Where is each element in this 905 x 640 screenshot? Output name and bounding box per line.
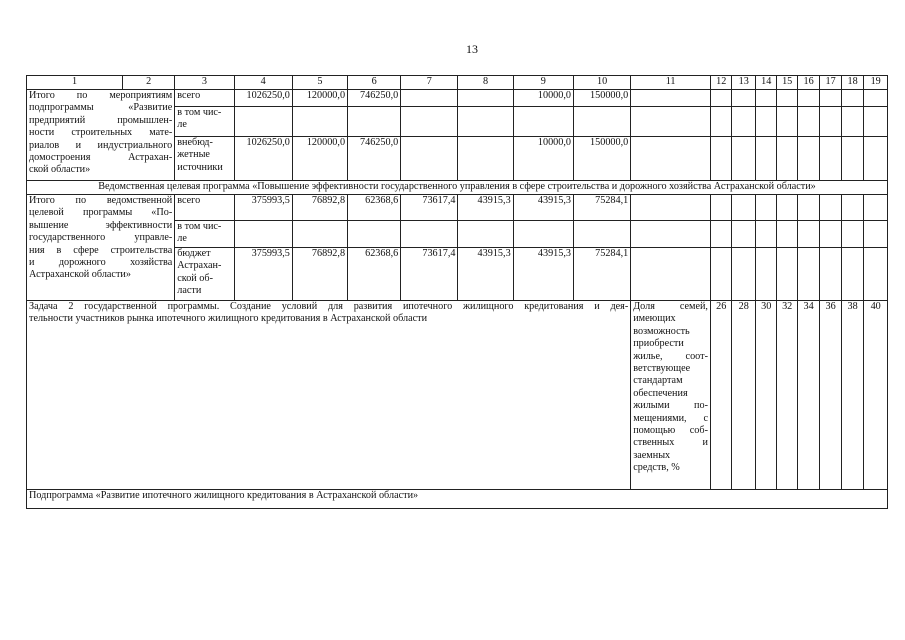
column-number: 8 (458, 76, 513, 90)
empty-cell (841, 90, 863, 107)
cell-line: государственного управле- (29, 232, 173, 244)
cell-line: средств, % (633, 462, 680, 474)
table-row (27, 195, 888, 221)
funding-source (175, 90, 234, 107)
funding-source (175, 195, 234, 221)
empty-cell (755, 90, 776, 107)
empty-cell (631, 90, 711, 107)
empty-cell (710, 221, 731, 248)
cell-line: ности строительных мате- (29, 127, 173, 139)
amount-cell (513, 221, 573, 248)
amount-cell: 43915,3 (513, 248, 573, 301)
column-number: 2 (123, 76, 175, 90)
empty-cell (755, 107, 776, 137)
amount-cell: 76892,8 (292, 248, 347, 301)
amount-cell: 1026250,0 (234, 137, 292, 181)
empty-cell (631, 195, 711, 221)
empty-cell (732, 221, 756, 248)
amount-cell: 73617,4 (401, 248, 458, 301)
column-number: 6 (348, 76, 401, 90)
cell-line: домостроения Астрахан- (29, 152, 173, 164)
empty-cell (732, 195, 756, 221)
amount-cell: 76892,8 (292, 195, 347, 221)
empty-cell (820, 137, 841, 181)
empty-cell (777, 248, 797, 301)
cell-line: возможность (633, 325, 690, 337)
empty-cell (755, 221, 776, 248)
cell-line: жилыми по- (633, 400, 708, 412)
indicator-name (631, 301, 711, 490)
amount-cell: 1026250,0 (234, 90, 292, 107)
section-row (27, 181, 888, 195)
column-number: 19 (864, 76, 888, 90)
amount-cell (458, 107, 513, 137)
row-title (27, 195, 175, 301)
amount-cell (513, 107, 573, 137)
amount-cell: 75284,1 (573, 195, 630, 221)
cell-line: целевой программы «По- (29, 207, 173, 219)
amount-cell: 375993,5 (234, 195, 292, 221)
cell-line: ской об- (177, 272, 213, 284)
empty-cell (820, 107, 841, 137)
cell-line: и дорожного хозяйства (29, 257, 173, 269)
indicator-value: 30 (755, 301, 776, 490)
task-description (27, 301, 631, 490)
column-number-row (27, 76, 888, 90)
empty-cell (841, 248, 863, 301)
funding-source (175, 107, 234, 137)
empty-cell (732, 248, 756, 301)
empty-cell (841, 137, 863, 181)
empty-cell (777, 195, 797, 221)
cell-line: Астрахан- (177, 260, 222, 272)
empty-cell (755, 248, 776, 301)
amount-cell: 375993,5 (234, 248, 292, 301)
empty-cell (841, 107, 863, 137)
empty-cell (755, 137, 776, 181)
empty-cell (797, 137, 819, 181)
amount-cell: 43915,3 (458, 248, 513, 301)
cell-line: Астраханской области» (29, 269, 131, 281)
amount-cell: 120000,0 (292, 137, 347, 181)
column-number: 14 (755, 76, 776, 90)
amount-cell: 10000,0 (513, 137, 573, 181)
cell-line: имеющих (633, 313, 676, 325)
empty-cell (732, 137, 756, 181)
indicator-value: 36 (820, 301, 841, 490)
empty-cell (631, 137, 711, 181)
column-number: 16 (797, 76, 819, 90)
cell-line: вышение эффективности (29, 219, 173, 231)
cell-line: риалов и индустриального (29, 139, 173, 151)
column-number: 5 (292, 76, 347, 90)
funding-source (175, 221, 234, 248)
section-row (27, 490, 888, 509)
amount-cell (234, 107, 292, 137)
amount-cell (401, 107, 458, 137)
cell-line: тельности участников рынка ипотечного жилищного кредитования в Астраханской области (29, 313, 428, 325)
cell-line: ветствующее (633, 363, 691, 375)
amount-cell: 150000,0 (573, 137, 630, 181)
empty-cell (820, 248, 841, 301)
task-row (27, 301, 888, 490)
cell-line: в том чис- (177, 221, 222, 232)
cell-line: заемных (633, 449, 671, 461)
indicator-value: 28 (732, 301, 756, 490)
empty-cell (820, 221, 841, 248)
column-number: 13 (732, 76, 756, 90)
empty-cell (777, 90, 797, 107)
empty-cell (710, 107, 731, 137)
cell-line: жилье, соот- (633, 350, 708, 362)
cell-line: стандартам (633, 375, 683, 387)
column-number: 18 (841, 76, 863, 90)
section-title: Ведомственная целевая программа «Повышение эффективности государственного управления в сфере строительства и дорожного хозяйства Астраханской области» (27, 181, 888, 195)
cell-line: ственных и (633, 437, 708, 449)
amount-cell: 10000,0 (513, 90, 573, 107)
amount-cell: 43915,3 (513, 195, 573, 221)
column-number: 3 (175, 76, 234, 90)
cell-line: предприятий промышлен- (29, 114, 173, 126)
cell-line: ле (177, 233, 187, 245)
column-number: 17 (820, 76, 841, 90)
amount-cell (348, 221, 401, 248)
amount-cell (573, 107, 630, 137)
cell-line: Итого по мероприятиям (29, 90, 173, 101)
amount-cell (458, 137, 513, 181)
amount-cell (292, 221, 347, 248)
column-number: 15 (777, 76, 797, 90)
row-title (27, 90, 175, 181)
column-number: 9 (513, 76, 573, 90)
funding-source (175, 137, 234, 181)
amount-cell (458, 221, 513, 248)
subprogram-title: Подпрограмма «Развитие ипотечного жилищного кредитования в Астраханской области» (27, 490, 888, 509)
empty-cell (732, 107, 756, 137)
cell-line: Задача 2 государственной программы. Создание условий для развития ипотечного жилищного кредитования и дея- (29, 301, 629, 312)
empty-cell (797, 248, 819, 301)
indicator-value: 38 (841, 301, 863, 490)
cell-line: обеспечения (633, 387, 688, 399)
empty-cell (732, 90, 756, 107)
empty-cell (797, 90, 819, 107)
cell-line: Итого по ведомственной (29, 195, 173, 206)
page-number: 13 (466, 42, 478, 56)
column-number: 7 (401, 76, 458, 90)
column-number: 1 (27, 76, 123, 90)
amount-cell: 150000,0 (573, 90, 630, 107)
indicator-value: 40 (864, 301, 888, 490)
cell-line: бюджет (177, 248, 211, 259)
table-row (27, 90, 888, 107)
amount-cell: 75284,1 (573, 248, 630, 301)
empty-cell (755, 195, 776, 221)
empty-cell (777, 137, 797, 181)
empty-cell (841, 195, 863, 221)
amount-cell: 746250,0 (348, 137, 401, 181)
amount-cell (234, 221, 292, 248)
empty-cell (777, 221, 797, 248)
column-number: 12 (710, 76, 731, 90)
indicator-value: 26 (710, 301, 731, 490)
cell-line: приобрести (633, 338, 684, 350)
empty-cell (820, 195, 841, 221)
empty-cell (864, 221, 888, 248)
cell-line: всего (177, 195, 201, 206)
cell-line: подпрограммы «Развитие (29, 102, 173, 114)
cell-line: источники (177, 161, 223, 173)
program-table (26, 75, 888, 509)
cell-line: жетные (177, 149, 210, 161)
amount-cell (292, 107, 347, 137)
empty-cell (820, 90, 841, 107)
empty-cell (864, 90, 888, 107)
empty-cell (631, 107, 711, 137)
amount-cell (401, 221, 458, 248)
cell-line: ласти (177, 285, 202, 297)
amount-cell (458, 90, 513, 107)
cell-line: ле (177, 119, 187, 131)
cell-line: ской области» (29, 164, 91, 176)
column-number: 4 (234, 76, 292, 90)
cell-line: помощью соб- (633, 425, 708, 437)
cell-line: мещениями, с (633, 412, 708, 424)
empty-cell (631, 248, 711, 301)
empty-cell (777, 107, 797, 137)
amount-cell: 62368,6 (348, 248, 401, 301)
column-number: 10 (573, 76, 630, 90)
amount-cell: 120000,0 (292, 90, 347, 107)
column-number: 11 (631, 76, 711, 90)
empty-cell (864, 248, 888, 301)
amount-cell: 746250,0 (348, 90, 401, 107)
amount-cell (573, 221, 630, 248)
amount-cell (401, 137, 458, 181)
amount-cell: 62368,6 (348, 195, 401, 221)
amount-cell (401, 90, 458, 107)
empty-cell (710, 90, 731, 107)
empty-cell (797, 195, 819, 221)
empty-cell (864, 195, 888, 221)
indicator-value: 32 (777, 301, 797, 490)
empty-cell (864, 107, 888, 137)
cell-line: всего (177, 90, 201, 101)
cell-line: в том чис- (177, 107, 222, 118)
empty-cell (864, 137, 888, 181)
empty-cell (797, 107, 819, 137)
indicator-value: 34 (797, 301, 819, 490)
amount-cell: 43915,3 (458, 195, 513, 221)
empty-cell (710, 248, 731, 301)
cell-line: ния в сфере строительства (29, 244, 173, 256)
funding-source (175, 248, 234, 301)
cell-line: Доля семей, (633, 301, 708, 312)
empty-cell (797, 221, 819, 248)
amount-cell (348, 107, 401, 137)
empty-cell (710, 195, 731, 221)
empty-cell (710, 137, 731, 181)
empty-cell (841, 221, 863, 248)
empty-cell (631, 221, 711, 248)
amount-cell: 73617,4 (401, 195, 458, 221)
cell-line: внебюд- (177, 137, 213, 148)
